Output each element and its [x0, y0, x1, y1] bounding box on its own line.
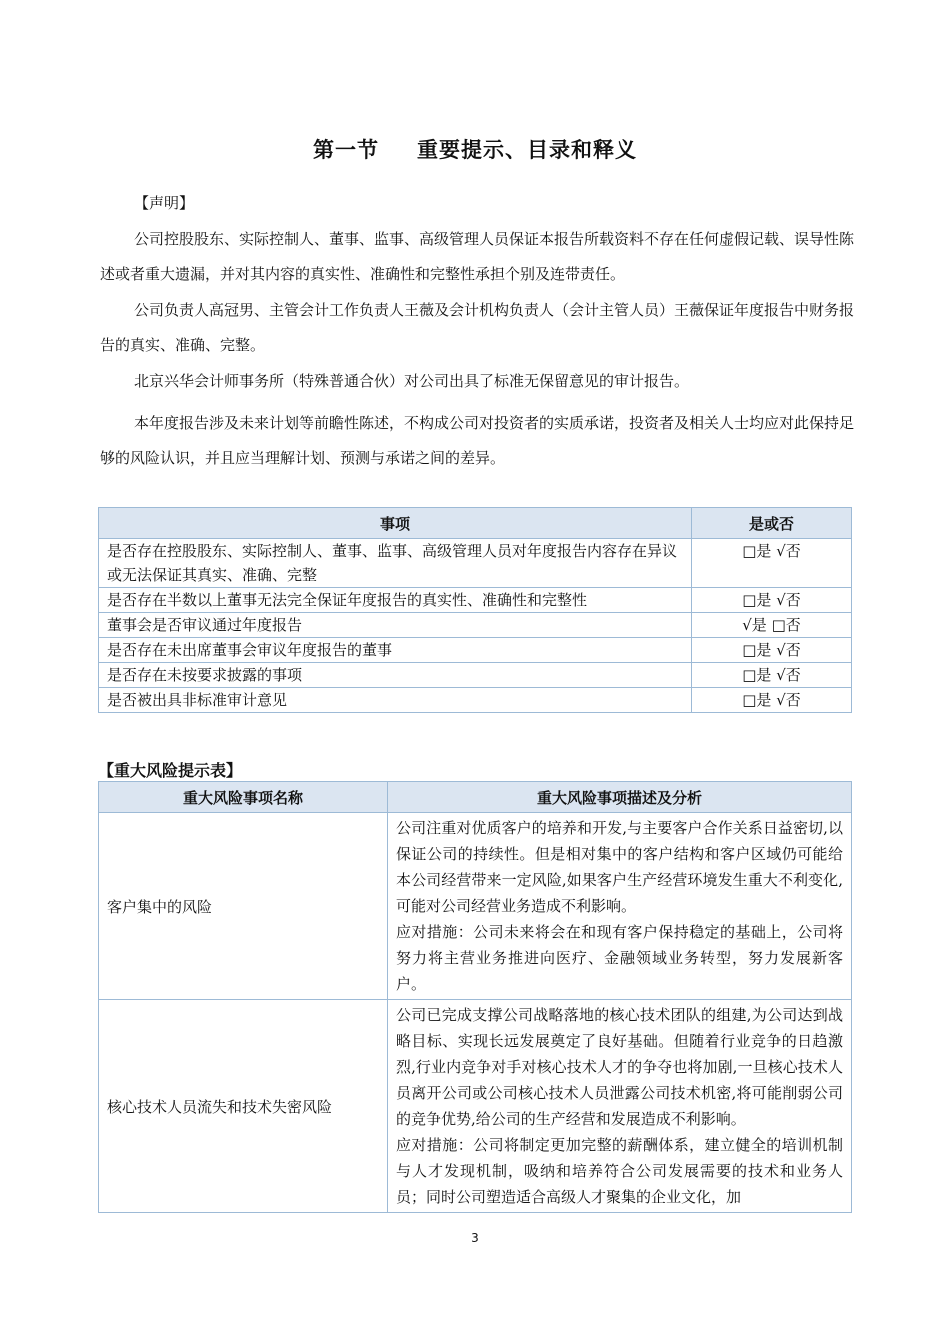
table-row: [99, 539, 852, 588]
confirm-answer: □是 √否: [692, 539, 852, 588]
statement-paragraph-2: 公司负责人高冠男、主管会计工作负责人王薇及会计机构负责人（会计主管人员）王薇保证年度报告中财务报告的真实、准确、完整。: [100, 301, 855, 354]
table-row: [99, 813, 852, 1000]
table-row: [99, 1000, 852, 1213]
statement-paragraph-1: 公司控股股东、实际控制人、董事、监事、高级管理人员保证本报告所载资料不存在任何虚假记载、误导性陈述或者重大遗漏，并对其内容的真实性、准确性和完整性承担个别及连带责任。: [100, 230, 855, 283]
risk-name: 客户集中的风险: [99, 813, 388, 1000]
section-number: 第一节: [313, 138, 379, 162]
confirm-table: [98, 507, 852, 713]
section-title-text: 重要提示、目录和释义: [417, 138, 637, 162]
confirm-item: 是否存在未按要求披露的事项: [99, 663, 692, 688]
risk-description: 公司注重对优质客户的培养和开发,与主要客户合作关系日益密切,以保证公司的持续性。但是相对集中的客户结构和客户区域仍可能给本公司经营带来一定风险,如果客户生产经营环境发生重大不利变化,可能对公司经营业务造成不利影响。: [396, 819, 843, 915]
page-number: 3: [471, 1231, 479, 1245]
confirm-answer: √是 □否: [692, 613, 852, 638]
statement-paragraph-4: 本年度报告涉及未来计划等前瞻性陈述，不构成公司对投资者的实质承诺，投资者及相关人士均应对此保持足够的风险认识，并且应当理解计划、预测与承诺之间的差异。: [100, 414, 855, 467]
confirm-item: 是否被出具非标准审计意见: [99, 688, 692, 713]
confirm-header-answer: 是或否: [692, 508, 852, 539]
table-row: [99, 663, 852, 688]
risk-table: [98, 781, 852, 1213]
section-title: [0, 134, 950, 164]
confirm-table-header: [99, 508, 852, 539]
confirm-item: 董事会是否审议通过年度报告: [99, 613, 692, 638]
confirm-answer: □是 √否: [692, 688, 852, 713]
table-row: [99, 613, 852, 638]
risk-measures: 应对措施：公司将制定更加完整的薪酬体系，建立健全的培训机制与人才发现机制，吸纳和培养符合公司发展需要的技术和业务人员；同时公司塑造适合高级人才聚集的企业文化，加: [396, 1136, 843, 1206]
risk-header-name: 重大风险事项名称: [99, 782, 388, 813]
confirm-item: 是否存在半数以上董事无法完全保证年度报告的真实性、准确性和完整性: [99, 588, 692, 613]
table-row: [99, 588, 852, 613]
table-row: [99, 688, 852, 713]
confirm-answer: □是 √否: [692, 588, 852, 613]
risk-header-description: 重大风险事项描述及分析: [388, 782, 852, 813]
statement-heading: 【声明】: [134, 194, 195, 212]
risk-table-heading: 【重大风险提示表】: [98, 761, 243, 780]
confirm-item: 是否存在未出席董事会审议年度报告的董事: [99, 638, 692, 663]
confirm-item: 是否存在控股股东、实际控制人、董事、监事、高级管理人员对年度报告内容存在异议或无法保证其真实、准确、完整: [99, 539, 692, 588]
confirm-answer: □是 √否: [692, 663, 852, 688]
confirm-answer: □是 √否: [692, 638, 852, 663]
risk-description-cell: [388, 1000, 852, 1213]
statement-paragraph-3: 北京兴华会计师事务所（特殊普通合伙）对公司出具了标准无保留意见的审计报告。: [134, 372, 690, 390]
risk-description-cell: [388, 813, 852, 1000]
risk-table-header: [99, 782, 852, 813]
confirm-header-item: 事项: [99, 508, 692, 539]
table-row: [99, 638, 852, 663]
risk-name: 核心技术人员流失和技术失密风险: [99, 1000, 388, 1213]
risk-description: 公司已完成支撑公司战略落地的核心技术团队的组建,为公司达到战略目标、实现长远发展奠定了良好基础。但随着行业竞争的日趋激烈,行业内竞争对手对核心技术人才的争夺也将加剧,一旦核心技术人员离开公司或公司核心技术人员泄露公司技术机密,将可能削弱公司的竞争优势,给公司的生产经营和发展造成不利影响。: [396, 1006, 843, 1128]
risk-measures: 应对措施：公司未来将会在和现有客户保持稳定的基础上，公司将努力将主营业务推进向医疗、金融领域业务转型，努力发展新客户。: [396, 923, 843, 993]
